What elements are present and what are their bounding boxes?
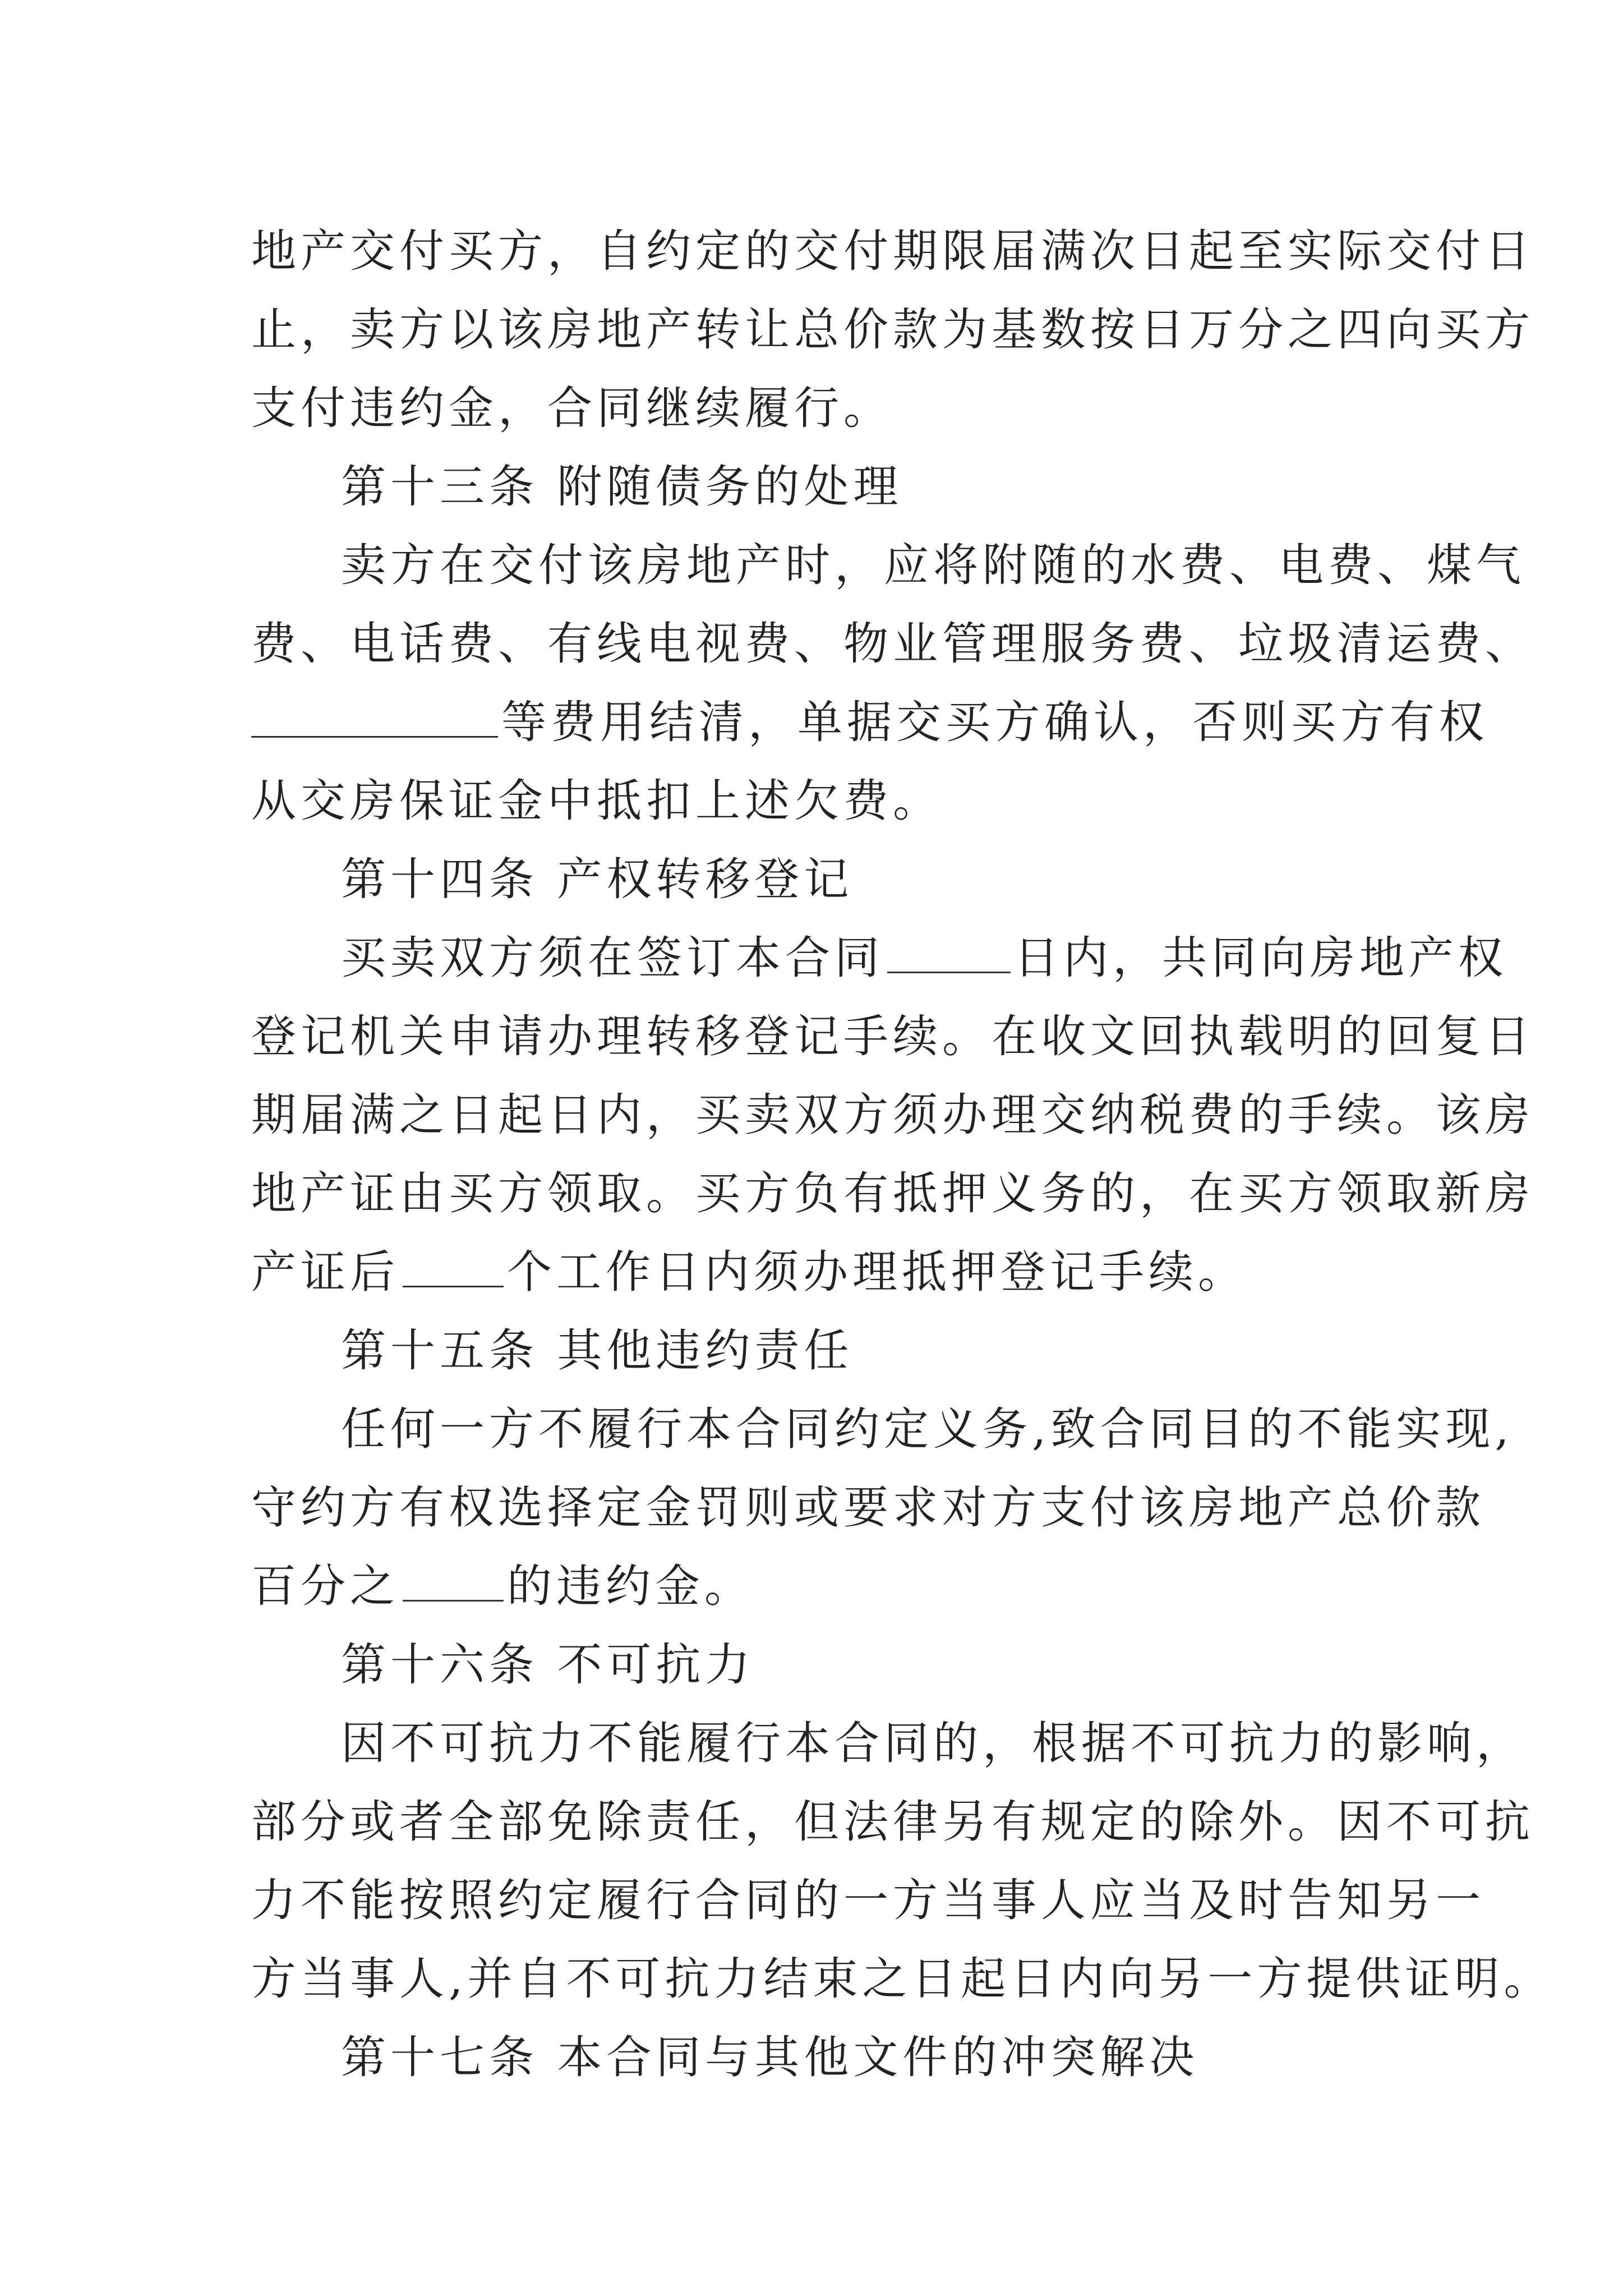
body-line: 因不可抗力不能履行本合同的，根据不可抗力的影响， [341, 1717, 1525, 1769]
body-line [251, 919, 1507, 997]
body-text: 个工作日内须办理抵押登记手续。 [507, 1246, 1247, 1298]
body-line [251, 1547, 1378, 1626]
body-line: 支付违约金，合同继续履行。 [251, 382, 893, 434]
article-14-heading: 第十四条 产权转移登记 [341, 853, 854, 905]
body-text: 买卖双方须在签订本合同 [341, 932, 884, 984]
fill-in-blank [251, 691, 498, 738]
body-line: 地产交付买方，自约定的交付期限届满次日起至实际交付日 [251, 225, 1534, 277]
body-text: 产证后 [251, 1246, 399, 1298]
body-line: 地产证由买方领取。买方负有抵押义务的，在买方领取新房 [251, 1167, 1534, 1220]
body-line: 方当事人,并自不可抗力结束之日起日内向另一方提供证明。 [251, 1953, 1553, 2005]
body-line: 力不能按照约定履行合同的一方当事人应当及时告知另一 [251, 1874, 1485, 1926]
body-line: 从交房保证金中抵扣上述欠费。 [251, 775, 942, 827]
body-line: 守约方有权选择定金罚则或要求对方支付该房地产总价款 [251, 1481, 1485, 1534]
article-17-heading: 第十七条 本合同与其他文件的冲突解决 [341, 2031, 1199, 2083]
contract-body [251, 212, 1553, 2097]
body-text: 百分之 [251, 1560, 399, 1612]
body-line: 部分或者全部免除责任，但法律另有规定的除外。因不可抗 [251, 1796, 1534, 1848]
body-line [251, 683, 1488, 762]
article-13-heading: 第十三条 附随债务的处理 [341, 461, 903, 513]
fill-in-blank [403, 1555, 504, 1602]
body-line: 止，卖方以该房地产转让总价款为基数按日万分之四向买方 [251, 303, 1534, 356]
body-text: 日内，共同向房地产权 [1014, 932, 1507, 984]
article-15-heading: 第十五条 其他违约责任 [341, 1324, 854, 1377]
body-line: 卖方在交付该房地产时，应将附随的水费、电费、煤气 [341, 539, 1525, 591]
body-line [251, 1233, 1378, 1312]
fill-in-blank [403, 1241, 504, 1287]
fill-in-blank [887, 927, 1011, 973]
body-line: 登记机关申请办理转移登记手续。在收文回执载明的回复日 [251, 1010, 1534, 1062]
body-line: 费、电话费、有线电视费、物业管理服务费、垃圾清运费、 [251, 618, 1534, 670]
article-16-heading: 第十六条 不可抗力 [341, 1639, 755, 1691]
body-line: 任何一方不履行本合同约定义务,致合同目的不能实现, [341, 1403, 1514, 1455]
body-line: 期届满之日起日内，买卖双方须办理交纳税费的手续。该房 [251, 1089, 1534, 1141]
body-text: 的违约金。 [507, 1560, 754, 1612]
body-text: 等费用结清，单据交买方确认，否则买方有权 [501, 696, 1488, 748]
